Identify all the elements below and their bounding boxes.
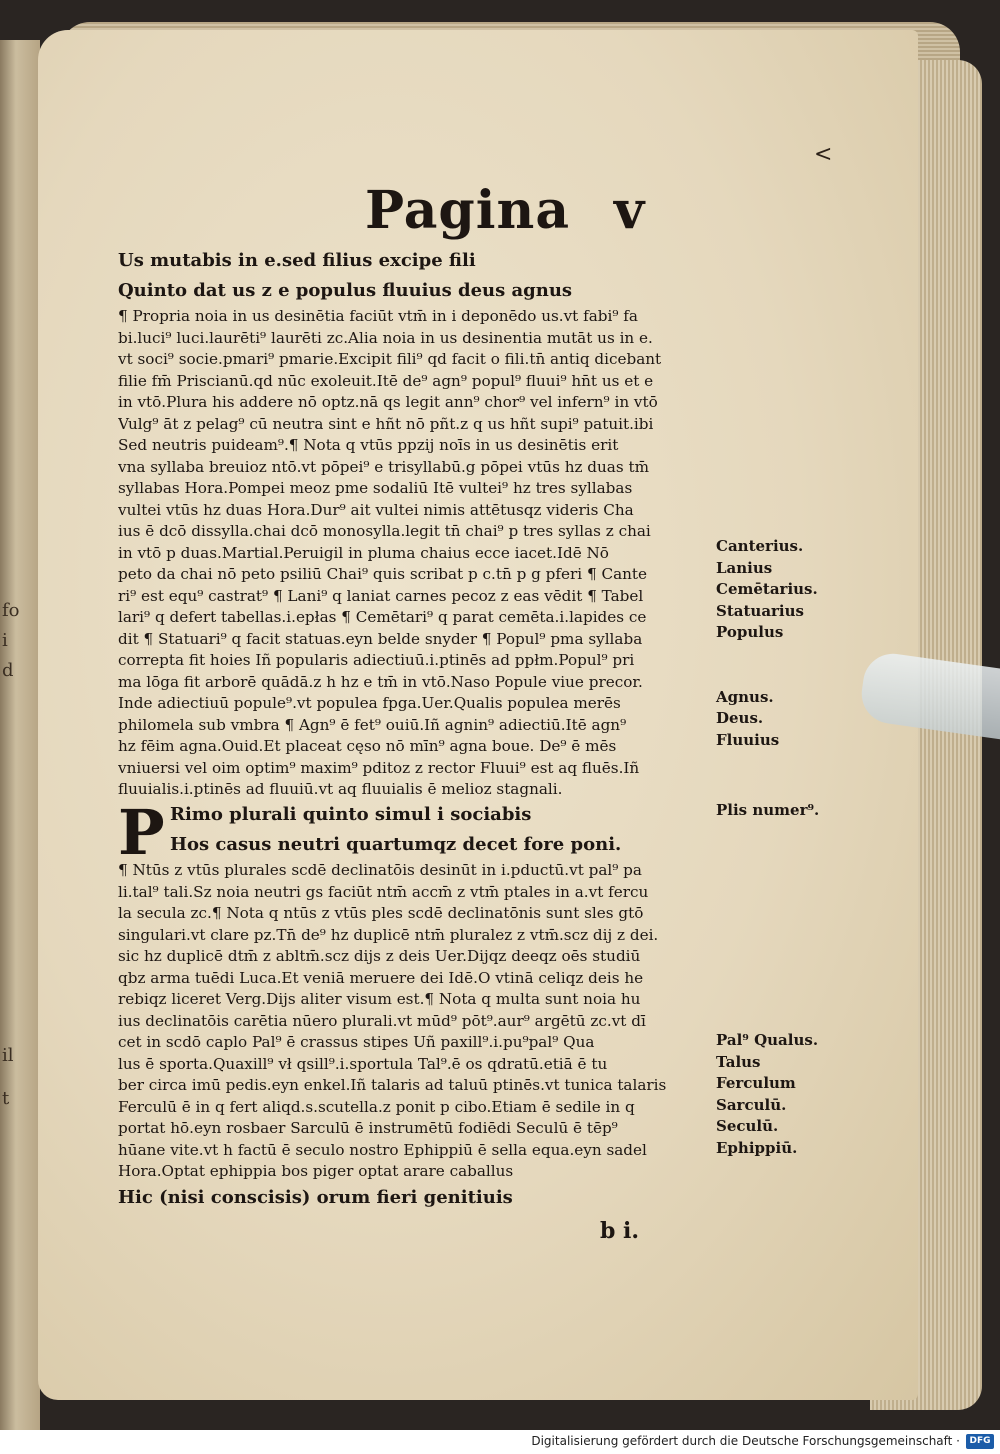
dfg-logo-icon: DFG xyxy=(966,1434,994,1449)
left-page-edge xyxy=(0,40,40,1430)
commentary-line: vultei vtūs hz duas Hora.Dur⁹ ait vultei nimis attētusqz videris Cha xyxy=(118,500,634,519)
folio-number: v xyxy=(614,180,646,241)
verse-line: Hos casus neutri quartumqz decet fore poni. xyxy=(170,834,622,855)
commentary-line: Vulg⁹ āt z pelag⁹ cū neutra sint e hñt nō pñt.z q us hñt supi⁹ patuit.ibi xyxy=(118,414,654,433)
verse-line: Quinto dat us z e populus fluuius deus agnus xyxy=(118,280,573,301)
margin-note: Seculū. xyxy=(716,1117,779,1135)
margin-note: Ferculum xyxy=(716,1074,796,1092)
commentary-line: correpta fit hoies Iñ popularis adiectiuū.i.ptinēs ad ppłm.Popul⁹ pri xyxy=(118,651,635,669)
margin-note: Statuarius xyxy=(716,601,804,620)
marginalia-2 xyxy=(716,1030,846,1159)
commentary-block xyxy=(118,306,716,801)
verse-line: Us mutabis in e.sed filius excipe fili xyxy=(118,250,476,271)
commentary-line: ri⁹ est equ⁹ castrat⁹ ¶ Lani⁹ q laniat carnes pecoz z eas vēdit ¶ Tabel xyxy=(118,586,644,605)
section-1 xyxy=(118,246,716,801)
commentary-line: ¶ Propria noia in us desinētia faciūt vtm̄ in i deponēdo us.vt fabi⁹ fa xyxy=(118,307,638,325)
drop-initial: P xyxy=(118,796,165,869)
margin-note: Ephippiū. xyxy=(716,1138,798,1157)
margin-note: Sarculū. xyxy=(716,1095,787,1114)
commentary-line: Ferculū ē in q fert aliqd.s.scutella.z ponit p cibo.Etiam ē sedile in q xyxy=(118,1097,635,1116)
margin-note: Talus xyxy=(716,1052,761,1071)
commentary-line: vt soci⁹ socie.pmari⁹ pmarie.Excipit fili⁹ qd facit o fili.tn̄ antiq dicebant xyxy=(118,350,662,368)
commentary-line: filie fm̄ Priscianū.qd nūc exoleuit.Itē de⁹ agn⁹ popul⁹ fluui⁹ hn̄t us et e xyxy=(118,371,654,390)
commentary-line: lus ē sporta.Quaxill⁹ vł qsill⁹.i.sportula Tal⁹.ē os qdratū.etiā ē tu xyxy=(118,1054,608,1073)
margin-note: Lanius xyxy=(716,558,773,577)
footer xyxy=(0,1430,1000,1454)
marginalia-2-heading xyxy=(716,800,846,822)
commentary-line: bi.luci⁹ luci.laurēti⁹ laurēti zc.Alia noia in us desinentia mutāt us in e. xyxy=(118,328,653,347)
commentary-line: vniuersi vel oim optim⁹ maxim⁹ pditoz z rector Fluui⁹ est aq fluēs.Iñ xyxy=(118,758,640,777)
header-word: Pagina xyxy=(365,180,571,241)
commentary-line: la secula zc.¶ Nota q ntūs z vtūs ples scdē declinatōnis sunt sles gtō xyxy=(118,904,644,922)
commentary-line: hūane vite.vt h factū ē seculo nostro Ephippiū ē sella equa.eyn sadel xyxy=(118,1140,647,1159)
left-margin-text: fo xyxy=(2,600,20,621)
marginalia-1 xyxy=(716,536,846,751)
commentary-line: ius ē dcō dissylla.chai dcō monosylla.legit tn̄ chai⁹ p tres syllas z chai xyxy=(118,522,651,540)
signature-mark: b i. xyxy=(600,1218,640,1244)
commentary-block xyxy=(118,860,716,1183)
left-margin-text: il xyxy=(2,1045,14,1066)
commentary-line: fluuialis.i.ptinēs ad fluuiū.vt aq fluuialis ē melioz stagnali. xyxy=(118,780,563,798)
margin-note: Pal⁹ Qualus. xyxy=(716,1031,819,1049)
commentary-line: singulari.vt clare pz.Tn̄ de⁹ hz duplicē ntm̄ pluralez z vtm̄.scz dij z dei. xyxy=(118,925,659,944)
verse-line: Rimo plurali quinto simul i sociabis xyxy=(170,804,532,825)
left-margin-text: i xyxy=(2,630,8,651)
section-2 xyxy=(118,796,716,1213)
margin-note: Fluuius xyxy=(716,730,780,749)
commentary-line: ius declinatōis carētia nūero plurali.vt mūd⁹ pōt⁹.aur⁹ argētū zc.vt dī xyxy=(118,1011,646,1030)
commentary-line: qbz arma tuēdi Luca.Et veniā meruere dei Idē.O vtinā celiqz deis he xyxy=(118,968,644,987)
margin-note: Canterius. xyxy=(716,537,804,555)
margin-note: Populus xyxy=(716,623,784,641)
commentary-line: hz fēim agna.Ouid.Et placeat cęso nō mīn⁹ agna boue. De⁹ ē mēs xyxy=(118,737,617,755)
commentary-line: Sed neutris puideam⁹.¶ Nota q vtūs ppzij noīs in us desinētis erit xyxy=(118,436,619,454)
commentary-line: philomela sub vmbra ¶ Agn⁹ ē fet⁹ ouiū.Iñ agnin⁹ adiectiū.Itē agn⁹ xyxy=(118,715,627,734)
corner-mark: < xyxy=(814,142,833,167)
margin-note: Plis numer⁹. xyxy=(716,801,820,819)
commentary-line: in vtō p duas.Martial.Peruigil in pluma chaius ecce iacet.Idē Nō xyxy=(118,543,609,562)
margin-note: Agnus. xyxy=(716,687,774,706)
margin-note xyxy=(716,644,846,666)
commentary-line: vna syllaba breuioz ntō.vt pōpei⁹ e trisyllabū.g pōpei vtūs hz duas tm̄ xyxy=(118,457,649,476)
commentary-line: Inde adiectiuū popule⁹.vt populea fpga.Uer.Qualis populea merēs xyxy=(118,694,621,712)
commentary-line: sic hz duplicē dtm̄ z abltm̄.scz dijs z deis Uer.Dijqz deeqz oēs studiū xyxy=(118,947,641,965)
margin-note xyxy=(716,665,846,687)
commentary-line: Hora.Optat ephippia bos piger optat arare caballus xyxy=(118,1162,514,1180)
margin-note: Cemētarius. xyxy=(716,580,818,598)
commentary-line: in vtō.Plura his addere nō optz.nā qs legit ann⁹ chor⁹ vel infern⁹ in vtō xyxy=(118,393,658,411)
page-header xyxy=(365,180,645,241)
commentary-line: ¶ Ntūs z vtūs plurales scdē declinatōis desinūt in i.pductū.vt pal⁹ pa xyxy=(118,861,642,879)
commentary-line: li.tal⁹ tali.Sz noia neutri gs faciūt ntm̄ accm̄ z vtm̄ ptales in a.vt fercu xyxy=(118,882,649,901)
footer-credit: Digitalisierung gefördert durch die Deutsche Forschungsgemeinschaft · xyxy=(531,1434,960,1448)
commentary-line: ma lōga fit arborē quādā.z h hz e tm̄ in vtō.Naso Popule viue precor. xyxy=(118,672,643,691)
margin-note: Deus. xyxy=(716,709,764,727)
commentary-line: portat hō.eyn rosbaer Sarculū ē instrumētū fodiēdi Seculū ē tēp⁹ xyxy=(118,1119,618,1137)
commentary-line: peto da chai nō peto psiliū Chai⁹ quis scribat p c.tn̄ p g pferi ¶ Cante xyxy=(118,565,647,583)
commentary-line: syllabas Hora.Pompei meoz pme sodaliū Itē vultei⁹ hz tres syllabas xyxy=(118,479,633,497)
closing-verse: Hic (nisi conscisis) orum fieri genitiuis xyxy=(118,1186,513,1208)
commentary-line: ber circa imū pedis.eyn enkel.Iñ talaris ad taluū ptinēs.vt tunica talaris xyxy=(118,1076,667,1094)
commentary-line: dit ¶ Statuari⁹ q facit statuas.eyn belde snyder ¶ Popul⁹ pma syllaba xyxy=(118,629,643,648)
commentary-line: lari⁹ q defert tabellas.i.epłas ¶ Cemētari⁹ q parat cemēta.i.lapides ce xyxy=(118,608,647,626)
left-margin-text: t xyxy=(2,1088,10,1109)
commentary-line: rebiqz liceret Verg.Dijs aliter visum est.¶ Nota q multa sunt noia hu xyxy=(118,990,641,1008)
left-margin-text: d xyxy=(2,660,14,681)
commentary-line: cet in scdō caplo Pal⁹ ē crassus stipes Uñ paxill⁹.i.pu⁹pal⁹ Qua xyxy=(118,1033,595,1051)
